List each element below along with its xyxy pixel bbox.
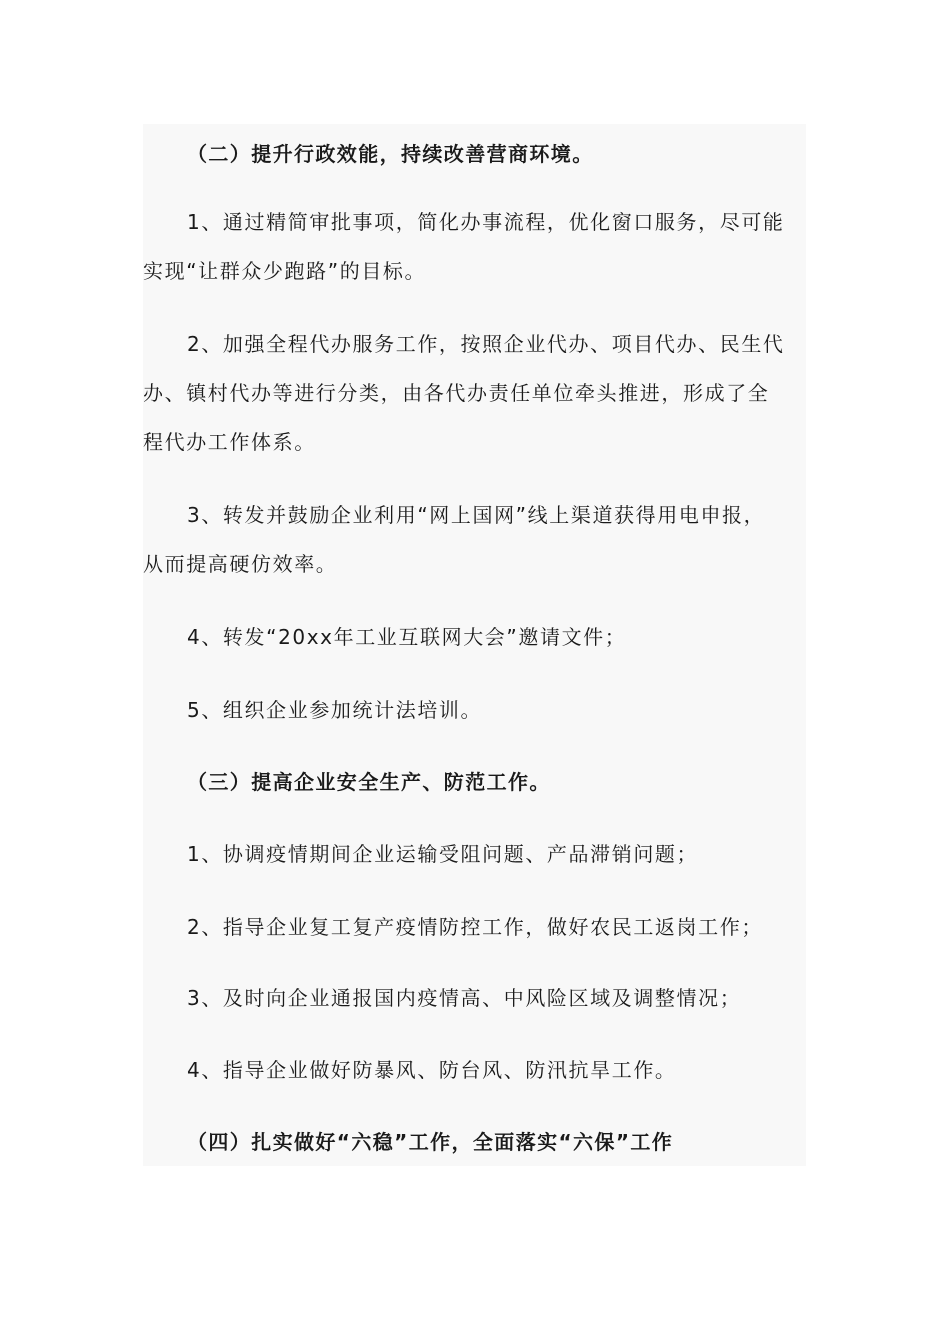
section-3-item-1	[143, 830, 806, 879]
document-page	[143, 124, 806, 1166]
section-2-item-3	[143, 491, 806, 589]
item-line: 5、组织企业参加统计法培训。	[187, 698, 483, 722]
item-line: 实现“让群众少跑路”的目标。	[143, 259, 427, 283]
section-2-item-2	[143, 320, 806, 467]
section-3-heading: （三）提高企业安全生产、防范工作。	[187, 770, 551, 794]
item-line: 程代办工作体系。	[143, 430, 316, 454]
section-3-item-4	[143, 1046, 806, 1095]
item-line: 1、通过精简审批事项，简化办事流程，优化窗口服务，尽可能	[187, 210, 785, 234]
item-line: 4、指导企业做好防暴风、防台风、防汛抗旱工作。	[187, 1058, 677, 1082]
section-3-item-2	[143, 903, 806, 952]
item-line: 4、转发“20xx年工业互联网大会”邀请文件；	[187, 625, 627, 649]
item-line: 2、加强全程代办服务工作，按照企业代办、项目代办、民生代	[187, 332, 785, 356]
item-line: 3、转发并鼓励企业利用“网上国网”线上渠道获得用电申报，	[187, 503, 766, 527]
item-line: 办、镇村代办等进行分类，由各代办责任单位牵头推进，形成了全	[143, 381, 770, 405]
section-2-item-1	[143, 198, 806, 296]
item-line: 3、及时向企业通报国内疫情高、中风险区域及调整情况；	[187, 986, 742, 1010]
section-2-heading: （二）提升行政效能，持续改善营商环境。	[187, 142, 594, 166]
section-2-item-4	[143, 613, 806, 662]
section-3-item-3	[143, 974, 806, 1023]
section-2-item-5	[143, 686, 806, 735]
section-4-heading: （四）扎实做好“六稳”工作，全面落实“六保”工作	[187, 1130, 674, 1154]
item-line: 从而提高硬仿效率。	[143, 552, 338, 576]
item-line: 1、协调疫情期间企业运输受阻问题、产品滞销问题；	[187, 842, 699, 866]
item-line: 2、指导企业复工复产疫情防控工作，做好农民工返岗工作；	[187, 915, 763, 939]
